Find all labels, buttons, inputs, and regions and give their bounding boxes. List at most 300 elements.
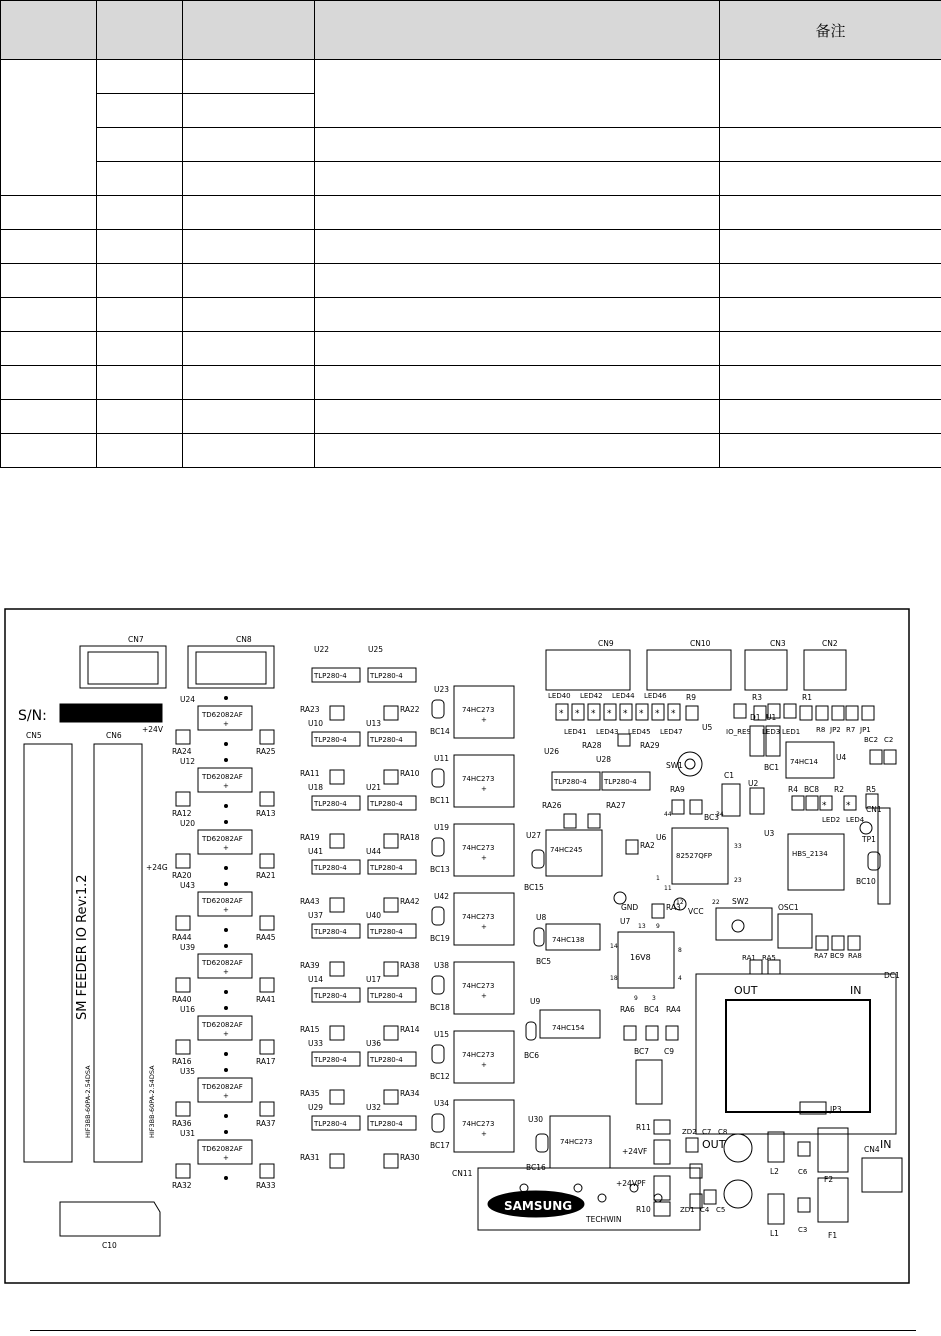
- opto-top-u-right: U25: [368, 645, 384, 654]
- cn3-label: CN3: [770, 639, 786, 648]
- driver-ra-right-label: RA41: [256, 995, 276, 1004]
- driver-ra-right-label: RA45: [256, 933, 276, 942]
- u4-label: U4: [836, 753, 847, 762]
- table-cell: [183, 196, 315, 230]
- c7-label: C7: [702, 1128, 712, 1136]
- latch-u-label: U42: [434, 892, 450, 901]
- latch-plus-mark: +: [481, 992, 487, 1000]
- driver-ra-left-label: RA16: [172, 1057, 192, 1066]
- driver-plus-mark: +: [223, 1092, 229, 1100]
- table-cell: [720, 298, 941, 332]
- table-row: [1, 366, 941, 400]
- latch-ic-label: 74HC273: [462, 1051, 495, 1059]
- table-row: [1, 196, 941, 230]
- led2-mark: *: [822, 801, 827, 811]
- latch-bc-label: BC13: [430, 865, 450, 874]
- table-row: [1, 298, 941, 332]
- table-cell: [97, 162, 183, 196]
- driver-ra-left-label: RA40: [172, 995, 192, 1004]
- latch-plus-mark: +: [481, 785, 487, 793]
- opto-ic-right-label: TLP280-4: [370, 1120, 403, 1128]
- latch-u-label: U23: [434, 685, 450, 694]
- opto-u-left-label: U37: [308, 911, 324, 920]
- led1-label: LED1: [782, 728, 801, 736]
- driver-ra-left-label: RA12: [172, 809, 192, 818]
- u2-label: U2: [748, 779, 759, 788]
- table-cell: [97, 128, 183, 162]
- latch-plus-mark: +: [481, 923, 487, 931]
- ra3-label: RA3: [666, 903, 681, 912]
- table-cell: [315, 264, 720, 298]
- ra26-label: RA26: [542, 801, 562, 810]
- u30-ic-label: 74HC273: [560, 1138, 593, 1146]
- table-cell: [97, 434, 183, 468]
- n9b-label: 9: [634, 995, 638, 1002]
- opto-ra-left-label: RA43: [300, 897, 320, 906]
- table-cell: [315, 332, 720, 366]
- n3-label: 3: [652, 995, 656, 1002]
- opto-ra-left-label: RA39: [300, 961, 320, 970]
- ra1-label: RA1: [742, 954, 756, 962]
- pin-23-label: 23: [734, 877, 742, 884]
- u8-label: U8: [536, 913, 547, 922]
- sw1-label: SW1: [666, 761, 683, 770]
- latch-ic-label: 74HC273: [462, 844, 495, 852]
- opto-u-left-label: U29: [308, 1103, 324, 1112]
- driver-dot: [225, 821, 228, 824]
- bc4-label: BC4: [644, 1005, 660, 1014]
- opto-ic-right-label: TLP280-4: [370, 800, 403, 808]
- driver-plus-mark: +: [223, 968, 229, 976]
- led-top-label: LED40: [548, 692, 571, 700]
- driver-ra-left-label: RA44: [172, 933, 192, 942]
- c8-label: C8: [718, 1128, 728, 1136]
- driver-u-label: U12: [180, 757, 196, 766]
- ra9-label: RA9: [670, 785, 685, 794]
- driver-plus-mark: +: [223, 782, 229, 790]
- serial-label: S/N:: [18, 708, 47, 724]
- ra2-label: RA2: [640, 841, 655, 850]
- opto-ic-left-label: TLP280-4: [314, 672, 347, 680]
- driver-ic-label: TD62082AF: [202, 835, 243, 843]
- opto-ic-right-label: TLP280-4: [370, 992, 403, 1000]
- latch-u-label: U15: [434, 1030, 450, 1039]
- table-row: [1, 162, 941, 196]
- table-cell: [1, 298, 97, 332]
- table-cell: [315, 162, 720, 196]
- io-res-label: IO_RES: [726, 728, 751, 736]
- table-cell: [97, 60, 183, 94]
- driver-u-label: U31: [180, 1129, 196, 1138]
- latch-bc-label: BC14: [430, 727, 450, 736]
- driver-dot: [225, 867, 228, 870]
- n18-label: 18: [610, 975, 618, 982]
- table-cell: [720, 366, 941, 400]
- latch-ic-label: 74HC273: [462, 775, 495, 783]
- led-bottom-label: LED47: [660, 728, 683, 736]
- opto-ra-right-label: RA30: [400, 1153, 420, 1162]
- bc16-label: BC16: [526, 1163, 546, 1172]
- table-cell: [315, 298, 720, 332]
- driver-plus-mark: +: [223, 720, 229, 728]
- table-cell: [720, 264, 941, 298]
- u4-ic-label: 74HC14: [790, 758, 818, 766]
- driver-dot: [225, 1131, 228, 1134]
- driver-ra-right-label: RA33: [256, 1181, 276, 1190]
- opto-ic-left-label: TLP280-4: [314, 864, 347, 872]
- table-cell: [315, 196, 720, 230]
- table-cell: [1, 60, 97, 196]
- latch-u-label: U11: [434, 754, 450, 763]
- table-cell: [1, 196, 97, 230]
- table-cell: [315, 230, 720, 264]
- table-cell: [1, 400, 97, 434]
- table-header-row: [1, 1, 941, 60]
- u6-label: U6: [656, 833, 667, 842]
- table-cell: [720, 128, 941, 162]
- v24vpf-label: +24VPF: [616, 1179, 646, 1188]
- opto-u-right-label: U32: [366, 1103, 382, 1112]
- driver-ra-left-label: RA36: [172, 1119, 192, 1128]
- pin-11-label: 11: [664, 885, 672, 892]
- driver-ra-left-label: RA32: [172, 1181, 192, 1190]
- hbs-label: HBS_2134: [792, 850, 828, 858]
- driver-ic-label: TD62082AF: [202, 1145, 243, 1153]
- opto-ra-left-label: RA31: [300, 1153, 320, 1162]
- u26-label: U26: [544, 747, 560, 756]
- u1-label: U1: [766, 713, 777, 722]
- brand-sub-label: TECHWIN: [586, 1215, 622, 1224]
- table-cell: [315, 60, 720, 128]
- driver-ra-right-label: RA13: [256, 809, 276, 818]
- latch-bc-label: BC12: [430, 1072, 450, 1081]
- opto-u-left-label: U10: [308, 719, 324, 728]
- r8-label: R8: [816, 726, 826, 734]
- driver-ic-label: TD62082AF: [202, 1021, 243, 1029]
- v24-label: +24V: [142, 725, 163, 734]
- latch-u-label: U34: [434, 1099, 450, 1108]
- brand-label: SAMSUNG: [504, 1199, 573, 1213]
- driver-ra-right-label: RA21: [256, 871, 276, 880]
- bc6-label: BC6: [524, 1051, 540, 1060]
- r3-label: R3: [752, 693, 762, 702]
- opto-ra-left-label: RA11: [300, 769, 320, 778]
- driver-plus-mark: +: [223, 906, 229, 914]
- opto-ra-left-label: RA35: [300, 1089, 320, 1098]
- table-cell: [183, 94, 315, 128]
- l1-label: L1: [770, 1229, 779, 1238]
- driver-ic-label: TD62082AF: [202, 773, 243, 781]
- ra8-label: RA8: [848, 952, 862, 960]
- vcc-label: VCC: [688, 907, 704, 916]
- u9-label: U9: [530, 997, 541, 1006]
- bc9-label: BC9: [830, 952, 845, 960]
- v24vf-label: +24VF: [622, 1147, 648, 1156]
- n9a-label: 9: [656, 923, 660, 930]
- dc1-label: DC1: [884, 971, 900, 980]
- header-cell: [97, 1, 183, 60]
- driver-dot: [225, 743, 228, 746]
- latch-ic-label: 74HC273: [462, 913, 495, 921]
- table-cell: [97, 196, 183, 230]
- ra7-label: RA7: [814, 952, 828, 960]
- opto-ra-right-label: RA10: [400, 769, 420, 778]
- cn5-part: HIF3BB-60PA-2.54DSA: [84, 1065, 92, 1138]
- pin-44-label: 44: [664, 811, 672, 818]
- led4-mark: *: [846, 801, 851, 811]
- driver-u-label: U24: [180, 695, 196, 704]
- table-row: [1, 264, 941, 298]
- c3-label: C3: [798, 1226, 808, 1234]
- driver-ra-right-label: RA25: [256, 747, 276, 756]
- driver-u-label: U43: [180, 881, 196, 890]
- ra27-label: RA27: [606, 801, 626, 810]
- driver-dot: [225, 759, 228, 762]
- bc7-label: BC7: [634, 1047, 650, 1056]
- cn2-label: CN2: [822, 639, 838, 648]
- c9-label: C9: [664, 1047, 675, 1056]
- opto-u-right-label: U44: [366, 847, 382, 856]
- c4-label: C4: [700, 1206, 710, 1214]
- latch-u-label: U38: [434, 961, 450, 970]
- u27-label: U27: [526, 831, 542, 840]
- jp3-label: JP3: [830, 1105, 842, 1114]
- pin-12-label: 12: [676, 899, 684, 906]
- table-cell: [1, 434, 97, 468]
- table-cell: [720, 434, 941, 468]
- u8-ic-label: 74HC138: [552, 936, 585, 944]
- table-row: [1, 400, 941, 434]
- header-note: 备注: [720, 1, 941, 60]
- table-cell: [183, 128, 315, 162]
- table-cell: [97, 332, 183, 366]
- cn10-label: CN10: [690, 639, 711, 648]
- n8-label: 8: [678, 947, 682, 954]
- pin-22-label: 22: [712, 899, 720, 906]
- gnd-label: GND: [621, 903, 639, 912]
- latch-plus-mark: +: [481, 716, 487, 724]
- opto-u-left-label: U33: [308, 1039, 324, 1048]
- led-bottom-label: LED45: [628, 728, 651, 736]
- pcb-silkscreen: [4, 608, 910, 1284]
- table-cell: [183, 298, 315, 332]
- ra6-label: RA6: [620, 1005, 635, 1014]
- driver-dot: [225, 929, 228, 932]
- c10-label: C10: [102, 1241, 117, 1250]
- r7-label: R7: [846, 726, 856, 734]
- n4-label: 4: [678, 975, 682, 982]
- bc5-label: BC5: [536, 957, 552, 966]
- u3-label: U3: [764, 829, 775, 838]
- opto-u-right-label: U21: [366, 783, 382, 792]
- led-mark: *: [623, 709, 628, 719]
- table-cell: [183, 400, 315, 434]
- bc15-label: BC15: [524, 883, 544, 892]
- opto-u-left-label: U41: [308, 847, 324, 856]
- cn5-label: CN5: [26, 731, 42, 740]
- opto-ic-left-label: TLP280-4: [314, 992, 347, 1000]
- cn6-part: HIF3BB-60PA-2.54DSA: [148, 1065, 156, 1138]
- led-mark: *: [639, 709, 644, 719]
- driver-ra-left-label: RA20: [172, 871, 192, 880]
- u28-label: U28: [596, 755, 612, 764]
- jp1-label: JP1: [860, 726, 871, 734]
- driver-u-label: U39: [180, 943, 196, 952]
- opto-ic-left-label: TLP280-4: [314, 800, 347, 808]
- opto-ra-left-label: RA19: [300, 833, 320, 842]
- driver-dot: [225, 1007, 228, 1010]
- opto-u-left-label: U18: [308, 783, 324, 792]
- v24g-label: +24G: [146, 863, 168, 872]
- u27-ic-label: 74HC245: [550, 846, 583, 854]
- latch-bc-label: BC18: [430, 1003, 450, 1012]
- driver-plus-mark: +: [223, 844, 229, 852]
- driver-ic-label: TD62082AF: [202, 897, 243, 905]
- dc-out-bottom: OUT: [702, 1138, 726, 1151]
- opto-ra-right-label: RA34: [400, 1089, 420, 1098]
- driver-dot: [225, 883, 228, 886]
- pin-33-label: 33: [734, 843, 742, 850]
- led-top-label: LED46: [644, 692, 667, 700]
- f2-label: F2: [824, 1175, 834, 1184]
- cn4-label: CN4: [864, 1145, 880, 1154]
- opto-u-left-label: U14: [308, 975, 324, 984]
- c1-label: C1: [724, 771, 735, 780]
- opto-ic-right-label: TLP280-4: [370, 864, 403, 872]
- latch-plus-mark: +: [481, 1130, 487, 1138]
- u9-ic-label: 74HC154: [552, 1024, 585, 1032]
- led-bottom-label: LED43: [596, 728, 619, 736]
- header-cell: [183, 1, 315, 60]
- opto-ra-right-label: RA14: [400, 1025, 420, 1034]
- table-row: [1, 434, 941, 468]
- cn7-label: CN7: [128, 635, 144, 644]
- dc-in-top: IN: [850, 984, 862, 997]
- table-cell: [315, 366, 720, 400]
- opto-ra-right-label: RA18: [400, 833, 420, 842]
- table-cell: [720, 332, 941, 366]
- opto-ic-left-label: TLP280-4: [314, 1120, 347, 1128]
- table-cell: [1, 264, 97, 298]
- led-mark: *: [559, 709, 564, 719]
- latch-bc-label: BC17: [430, 1141, 450, 1150]
- led-mark: *: [655, 709, 660, 719]
- table-cell: [1, 366, 97, 400]
- latch-ic-label: 74HC273: [462, 706, 495, 714]
- table-cell: [183, 230, 315, 264]
- driver-ra-right-label: RA17: [256, 1057, 276, 1066]
- driver-dot: [225, 1115, 228, 1118]
- opto-ic-left-label: TLP280-4: [314, 928, 347, 936]
- led-top-label: LED42: [580, 692, 603, 700]
- table-row: [1, 60, 941, 94]
- latch-bc-label: BC11: [430, 796, 450, 805]
- ra29-label: RA29: [640, 741, 660, 750]
- latch-u-label: U19: [434, 823, 450, 832]
- driver-ic-label: TD62082AF: [202, 1083, 243, 1091]
- opto-ic-left-label: TLP280-4: [314, 736, 347, 744]
- opto-ra-right-label: RA42: [400, 897, 420, 906]
- r2-label: R2: [834, 785, 844, 794]
- header-cell: [1, 1, 97, 60]
- driver-ra-left-label: RA24: [172, 747, 192, 756]
- u6-ic-label: 82527QFP: [676, 852, 713, 860]
- cn1-label: CN1: [866, 805, 882, 814]
- opto-u-right-label: U36: [366, 1039, 382, 1048]
- u5-label: U5: [702, 723, 713, 732]
- c5-label: C5: [716, 1206, 726, 1214]
- latch-ic-label: 74HC273: [462, 982, 495, 990]
- led3-label: LED3: [762, 728, 781, 736]
- r9-label: R9: [686, 693, 696, 702]
- latch-plus-mark: +: [481, 854, 487, 862]
- bc1-label: BC1: [764, 763, 780, 772]
- zd1-label: ZD1: [680, 1206, 695, 1214]
- pin-1-label: 1: [656, 875, 660, 882]
- driver-dot: [225, 991, 228, 994]
- table-cell: [720, 162, 941, 196]
- opto-ic-left-label: TLP280-4: [314, 1056, 347, 1064]
- table-cell: [183, 332, 315, 366]
- board-title: SM FEEDER IO Rev:1.2: [75, 874, 90, 1020]
- f1-label: F1: [828, 1231, 838, 1240]
- table-cell: [720, 230, 941, 264]
- opto-top-u-left: U22: [314, 645, 330, 654]
- led-mark: *: [607, 709, 612, 719]
- table-cell: [97, 366, 183, 400]
- r4-label: R4: [788, 785, 798, 794]
- pin-34-label: 34: [716, 811, 724, 818]
- dc-out-top: OUT: [734, 984, 758, 997]
- table-row: [1, 230, 941, 264]
- table-cell: [97, 400, 183, 434]
- opto-ic-right-label: TLP280-4: [370, 1056, 403, 1064]
- driver-dot: [225, 1069, 228, 1072]
- cn11-label: CN11: [452, 1169, 473, 1178]
- r10-label: R10: [636, 1205, 651, 1214]
- driver-u-label: U35: [180, 1067, 196, 1076]
- sw2-label: SW2: [732, 897, 749, 906]
- ra4-label: RA4: [666, 1005, 681, 1014]
- opto-ra-left-label: RA23: [300, 705, 320, 714]
- opto-ic-right-label: TLP280-4: [370, 736, 403, 744]
- bc3-label: BC3: [704, 813, 720, 822]
- opto-ic-right-label: TLP280-4: [370, 928, 403, 936]
- table-cell: [1, 230, 97, 264]
- led2-label: LED2: [822, 816, 841, 824]
- led-top-label: LED44: [612, 692, 635, 700]
- table-cell: [315, 128, 720, 162]
- table-cell: [97, 230, 183, 264]
- zd2-label: ZD2: [682, 1128, 697, 1136]
- r11-label: R11: [636, 1123, 651, 1132]
- table-cell: [97, 264, 183, 298]
- latch-ic-label: 74HC273: [462, 1120, 495, 1128]
- table-cell: [97, 298, 183, 332]
- jp2-label: JP2: [830, 726, 841, 734]
- table-cell: [315, 434, 720, 468]
- l2-label: L2: [770, 1167, 779, 1176]
- tp1-label: TP1: [862, 835, 876, 844]
- table-cell: [183, 162, 315, 196]
- u28-ic-label: TLP280-4: [604, 778, 637, 786]
- led-mark: *: [575, 709, 580, 719]
- u7-ic-label: 16V8: [630, 953, 651, 962]
- opto-u-right-label: U40: [366, 911, 382, 920]
- driver-u-label: U16: [180, 1005, 196, 1014]
- c6-label: C6: [798, 1168, 808, 1176]
- d1-label: D1: [750, 713, 761, 722]
